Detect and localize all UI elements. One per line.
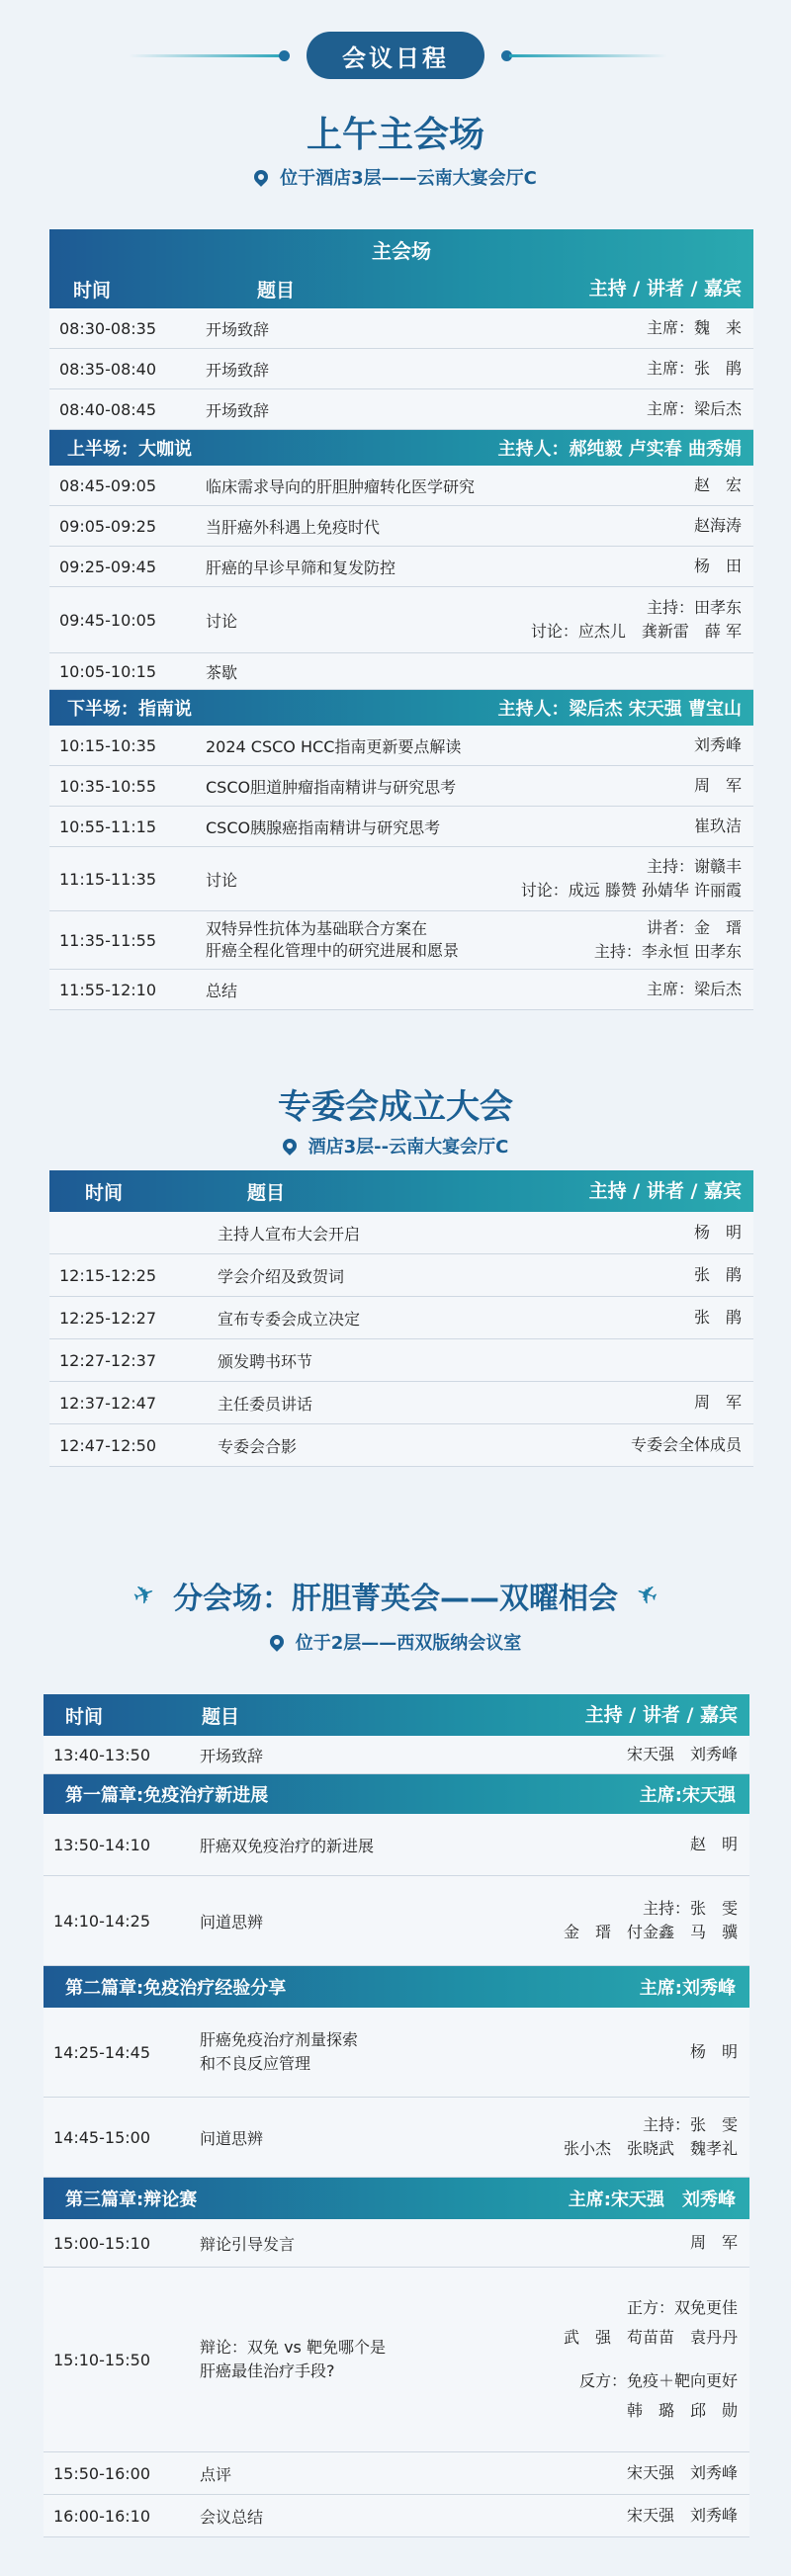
row-topic: CSCO胆道肿瘤指南精讲与研究思考	[206, 777, 457, 797]
row-topic: 主持人宣布大会开启	[218, 1224, 361, 1244]
part1-host: 主持人：郝纯毅 卢实春 曲秀娟	[497, 439, 742, 460]
row-host-line: 金 瑨 付金鑫 马 骥	[563, 1923, 738, 1941]
chapter-host: 主席:刘秀峰	[639, 1978, 736, 1999]
table-row	[49, 1212, 753, 1254]
row-topic-line: 肝癌最佳治疗手段?	[200, 2361, 335, 2380]
row-host	[521, 855, 753, 902]
row-time: 09:45-10:05	[59, 610, 156, 630]
row-host: 刘秀峰	[693, 735, 742, 754]
table-row	[44, 2008, 749, 2098]
row-topic: 讨论	[206, 870, 238, 890]
row-host-line: 讲者：金 瑨	[646, 918, 742, 937]
row-host	[531, 596, 753, 644]
plane-right-icon: ✈	[631, 1578, 662, 1613]
row-host-line: 主持：张 雯	[642, 1899, 738, 1918]
row-time: 11:15-11:35	[59, 869, 156, 889]
header-line-right	[509, 54, 667, 57]
row-topic: 颁发聘书环节	[218, 1351, 313, 1371]
row-host: 崔玖洁	[693, 816, 742, 835]
committee-location	[0, 1133, 791, 1159]
row-time: 08:40-08:45	[59, 399, 156, 419]
row-host: 赵 宏	[693, 475, 742, 494]
row-host: 主席：梁后杰	[646, 980, 742, 998]
col-topic: 题目	[257, 279, 296, 301]
row-time: 14:25-14:45	[53, 2042, 150, 2062]
row-topic: 2024 CSCO HCC指南更新要点解读	[206, 736, 462, 756]
row-time: 12:27-12:37	[59, 1350, 156, 1370]
row-time: 11:55-12:10	[59, 980, 156, 999]
row-host	[564, 2293, 749, 2426]
row-topic: 点评	[200, 2464, 232, 2484]
chapter-title: 第三篇章:辩论赛	[65, 2190, 198, 2210]
row-host	[594, 916, 753, 964]
row-time: 11:35-11:55	[59, 930, 156, 950]
debate-con: 反方：免疫＋靶向更好	[578, 2371, 738, 2390]
table-row	[44, 2219, 749, 2268]
row-time: 12:25-12:27	[59, 1308, 156, 1328]
morning-location	[0, 164, 791, 190]
row-topic-line: 和不良反应管理	[200, 2054, 311, 2073]
chapter3-header	[44, 2178, 749, 2219]
row-host: 杨 明	[689, 2042, 738, 2061]
row-topic: 开场致辞	[206, 319, 270, 339]
row-time: 10:05-10:15	[59, 661, 156, 681]
committee-table	[49, 1170, 753, 1467]
row-time: 08:35-08:40	[59, 359, 156, 379]
col-host: 主持 / 讲者 / 嘉宾	[588, 278, 742, 300]
header-dot-left	[279, 50, 290, 61]
branch-table-header	[44, 1694, 749, 1736]
table-row	[49, 587, 753, 653]
row-host: 赵 明	[689, 1835, 738, 1853]
col-time: 时间	[65, 1705, 104, 1728]
committee-title: 专委会成立大会	[278, 1087, 513, 1127]
part2-host: 主持人：梁后杰 宋天强 曹宝山	[497, 699, 742, 720]
col-topic: 题目	[202, 1705, 240, 1728]
row-topic-line: 肝癌全程化管理中的研究进展和愿景	[206, 941, 460, 960]
row-topic: 当肝癌外科遇上免疫时代	[206, 517, 381, 537]
col-topic: 题目	[247, 1181, 286, 1204]
row-host	[564, 1897, 749, 1944]
row-topic: 会议总结	[200, 2507, 264, 2527]
row-time: 15:10-15:50	[53, 2350, 150, 2369]
debate-con-team: 韩 璐 邱 勋	[626, 2401, 738, 2420]
table-row	[49, 1382, 753, 1424]
table-row	[49, 653, 753, 690]
branch-location-text: 位于2层——西双版纳会议室	[295, 1633, 522, 1654]
row-topic-line: 双特异性抗体为基础联合方案在	[206, 919, 428, 938]
col-host: 主持 / 讲者 / 嘉宾	[584, 1704, 738, 1726]
row-time: 15:00-15:10	[53, 2233, 150, 2253]
row-time: 14:45-15:00	[53, 2127, 150, 2147]
row-topic: 专委会合影	[218, 1436, 298, 1456]
row-topic: 宣布专委会成立决定	[218, 1309, 361, 1329]
row-host: 周 军	[689, 2233, 738, 2252]
row-topic: 总结	[206, 981, 238, 1000]
row-topic: 辩论引导发言	[200, 2234, 296, 2254]
row-topic-line: 辩论：双免 vs 靶免哪个是	[200, 2338, 386, 2357]
table-row	[49, 349, 753, 389]
row-topic	[192, 2336, 564, 2383]
chapter-title: 第一篇章:免疫治疗新进展	[65, 1785, 269, 1806]
table-row	[44, 2452, 749, 2495]
chapter-host: 主席:宋天强	[639, 1785, 736, 1806]
row-host: 杨 明	[693, 1223, 742, 1242]
chapter-host: 主席:宋天强 刘秀峰	[568, 2190, 736, 2210]
row-topic	[198, 918, 594, 962]
table-row	[49, 1339, 753, 1382]
committee-table-header	[49, 1170, 753, 1212]
table-row	[49, 466, 753, 506]
row-time: 12:15-12:25	[59, 1265, 156, 1285]
row-topic	[192, 2028, 690, 2076]
row-time: 08:45-09:05	[59, 475, 156, 495]
row-topic: 主任委员讲话	[218, 1394, 313, 1414]
morning-table-header	[49, 269, 753, 308]
row-topic: 茶歇	[206, 662, 238, 682]
table-row	[44, 1736, 749, 1774]
location-pin-icon	[267, 1632, 287, 1652]
row-time: 14:10-14:25	[53, 1911, 150, 1931]
header-line-left	[129, 54, 287, 57]
row-time: 12:47-12:50	[59, 1435, 156, 1455]
row-host-line: 主持：李永恒 田孝东	[593, 942, 742, 961]
page-title: 会议日程	[307, 32, 484, 79]
row-topic: CSCO胰腺癌指南精讲与研究思考	[206, 817, 441, 837]
row-topic: 开场致辞	[206, 400, 270, 420]
row-time: 10:55-11:15	[59, 816, 156, 836]
row-host	[564, 2113, 749, 2161]
row-host: 专委会全体成员	[630, 1435, 742, 1454]
row-topic: 开场致辞	[200, 1746, 264, 1765]
morning-title: 上午主会场	[306, 115, 484, 155]
row-topic-line: 肝癌免疫治疗剂量探索	[200, 2030, 359, 2049]
row-host: 宋天强 刘秀峰	[626, 2463, 738, 2482]
debate-pro: 正方：双免更佳	[626, 2298, 738, 2317]
row-topic: 学会介绍及致贺词	[218, 1266, 345, 1286]
location-pin-icon	[251, 167, 271, 187]
row-host: 张 鹃	[693, 1308, 742, 1327]
row-time: 09:25-09:45	[59, 557, 156, 576]
row-time: 10:35-10:55	[59, 776, 156, 796]
table-row	[49, 506, 753, 547]
col-time: 时间	[73, 279, 112, 301]
row-host: 周 军	[693, 776, 742, 795]
branch-table	[44, 1694, 749, 2537]
debate-pro-team: 武 强 苟苗苗 袁丹丹	[563, 2328, 738, 2347]
table-row	[44, 2495, 749, 2537]
row-time: 15:50-16:00	[53, 2463, 150, 2483]
morning-band: 主会场	[49, 229, 753, 269]
part2-header	[49, 690, 753, 726]
row-host: 赵海涛	[693, 516, 742, 535]
chapter2-header	[44, 1966, 749, 2008]
part1-title: 上半场：大咖说	[67, 439, 192, 460]
row-topic: 问道思辨	[200, 1912, 264, 1932]
row-host: 主席：魏 来	[646, 318, 742, 337]
table-row	[49, 970, 753, 1010]
row-host: 周 军	[693, 1393, 742, 1412]
row-topic: 问道思辨	[200, 2128, 264, 2148]
row-host: 宋天强 刘秀峰	[626, 2506, 738, 2525]
col-time: 时间	[85, 1181, 124, 1204]
row-topic: 讨论	[206, 611, 238, 631]
row-host: 主席：张 鹃	[646, 359, 742, 378]
table-row	[49, 911, 753, 970]
table-row	[49, 726, 753, 766]
table-row	[49, 308, 753, 349]
row-time: 10:15-10:35	[59, 735, 156, 755]
row-topic: 肝癌的早诊早筛和复发防控	[206, 558, 396, 577]
row-time: 08:30-08:35	[59, 318, 156, 338]
branch-title-row	[0, 1574, 791, 1617]
plane-left-icon: ✈	[129, 1578, 160, 1613]
table-row	[44, 2098, 749, 2178]
chapter-title: 第二篇章:免疫治疗经验分享	[65, 1978, 287, 1999]
row-host-line: 张小杰 张晓武 魏孝礼	[563, 2139, 738, 2158]
row-topic: 肝癌双免疫治疗的新进展	[200, 1836, 375, 1855]
row-host: 主席：梁后杰	[646, 399, 742, 418]
table-row	[49, 1424, 753, 1467]
table-row	[49, 1254, 753, 1297]
table-row	[49, 766, 753, 807]
row-host: 杨 田	[693, 557, 742, 575]
row-host-line: 讨论：成远 滕赞 孙婧华 许丽霞	[520, 881, 742, 900]
branch-location	[0, 1629, 791, 1655]
morning-table	[49, 269, 753, 1010]
table-row	[44, 1876, 749, 1966]
row-host-line: 主持：谢赣丰	[646, 857, 742, 876]
table-row	[49, 389, 753, 430]
row-time: 16:00-16:10	[53, 2506, 150, 2526]
row-host: 宋天强 刘秀峰	[626, 1745, 738, 1763]
row-topic: 开场致辞	[206, 360, 270, 380]
chapter1-header	[44, 1774, 749, 1814]
part1-header	[49, 430, 753, 466]
row-host-line: 主持：田孝东	[646, 598, 742, 617]
committee-location-text: 酒店3层--云南大宴会厅C	[308, 1137, 509, 1158]
row-host-line: 讨论：应杰儿 龚新雷 薛 军	[530, 622, 742, 641]
row-host: 张 鹃	[693, 1265, 742, 1284]
table-row	[49, 547, 753, 587]
table-row	[49, 807, 753, 847]
table-row	[49, 847, 753, 911]
location-pin-icon	[280, 1136, 300, 1156]
table-row	[49, 1297, 753, 1339]
col-host: 主持 / 讲者 / 嘉宾	[588, 1180, 742, 1202]
row-host-line: 主持：张 雯	[642, 2115, 738, 2134]
row-time: 13:50-14:10	[53, 1835, 150, 1854]
table-row	[44, 2268, 749, 2452]
row-time: 09:05-09:25	[59, 516, 156, 536]
row-topic: 临床需求导向的肝胆肿瘤转化医学研究	[206, 476, 476, 496]
morning-location-text: 位于酒店3层——云南大宴会厅C	[280, 168, 537, 189]
table-row	[44, 1814, 749, 1876]
branch-title: 分会场：肝胆菁英会——双曜相会	[173, 1582, 618, 1616]
row-time: 12:37-12:47	[59, 1393, 156, 1413]
row-time: 13:40-13:50	[53, 1745, 150, 1764]
part2-title: 下半场：指南说	[67, 699, 192, 720]
